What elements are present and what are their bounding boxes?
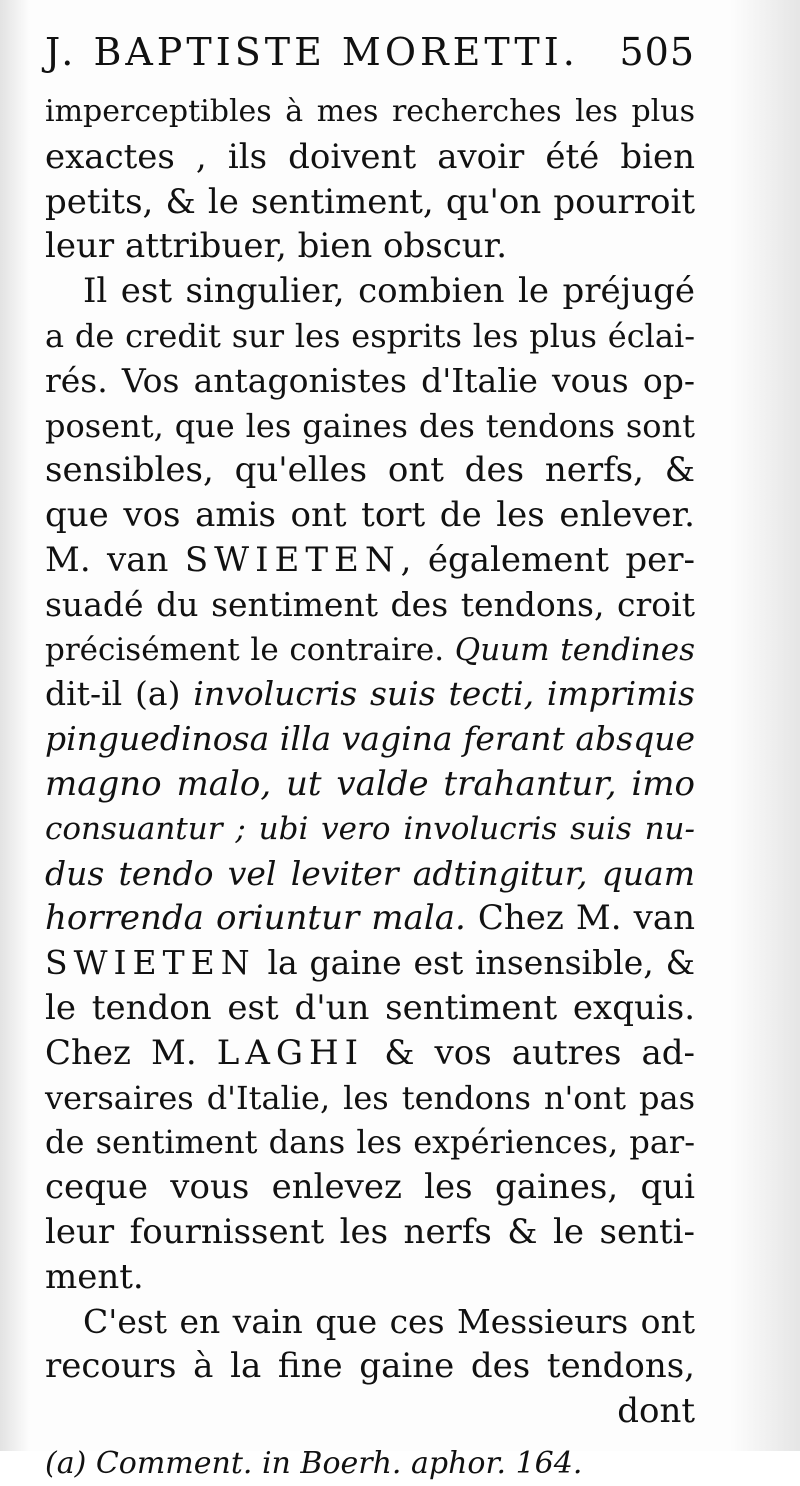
catchword: dont xyxy=(617,1391,695,1432)
body-text xyxy=(45,90,695,1434)
latin-quote: involucris suis tecti, imprimis xyxy=(193,674,695,714)
text-line: de sentiment dans les expériences, par- xyxy=(45,1123,695,1162)
text-line: rés. Vos antagonistes d'Italie vous op- xyxy=(45,360,695,400)
text-line: suadé du sentiment des tendons, croit xyxy=(45,584,695,624)
page-text-block xyxy=(45,30,695,1486)
latin-quote: Quum tendines xyxy=(454,631,695,668)
text-line: leur attribuer, bien obscur. xyxy=(45,226,508,267)
page-number: 505 xyxy=(619,30,695,74)
text-line: dit-il (a) involucris suis tecti, imprimis xyxy=(45,674,695,714)
text-line: pinguedinosa illa vagina ferant absque xyxy=(45,719,695,759)
text-line: sensibles, qu'elles ont des nerfs, & xyxy=(45,450,695,491)
page-gutter-shadow xyxy=(0,0,30,1451)
text-line: que vos amis ont tort de les enlever. xyxy=(45,495,695,536)
footnote: (a) Comment. in Boerh. aphor. 164. xyxy=(45,1445,583,1481)
text-line: exactes , ils doivent avoir été bien xyxy=(45,136,695,177)
text-line: C'est en vain que ces Messieurs ont xyxy=(83,1301,695,1341)
text-line: Il est singulier, combien le préjugé xyxy=(83,271,695,312)
author-name-small-caps: LAGHI xyxy=(216,1032,365,1073)
text-line: le tendon est d'un sentiment exquis. xyxy=(45,987,695,1028)
text-line: posent, que les gaines des tendons sont xyxy=(45,406,695,445)
running-header xyxy=(45,30,695,90)
text-line: SWIETEN la gaine est insensible, & xyxy=(45,943,695,983)
text-line: précisément le contraire. Quum tendines xyxy=(45,631,695,668)
text-line: dus tendo vel leviter adtingitur, quam xyxy=(45,853,695,893)
text-line: horrenda oriuntur mala. Chez M. van xyxy=(45,898,695,939)
text-line: recours à la fine gaine des tendons, xyxy=(45,1346,695,1387)
running-title: J. BAPTISTE MORETTI. xyxy=(45,30,579,74)
text-line: versaires d'Italie, les tendons n'ont pas xyxy=(45,1078,695,1117)
text-line: M. van SWIETEN, également per- xyxy=(45,539,695,580)
text-line: imperceptibles à mes recherches les plus xyxy=(45,94,695,129)
text-line: petits, & le sentiment, qu'on pourroit xyxy=(45,181,695,222)
author-name-small-caps: SWIETEN xyxy=(184,539,401,580)
text-line: magno malo, ut valde trahantur, imo xyxy=(45,763,695,804)
latin-quote: horrenda oriuntur mala. xyxy=(45,898,466,939)
page-edge-shadow xyxy=(730,0,800,1451)
text-line: a de credit sur les esprits les plus éclai- xyxy=(45,316,695,355)
author-name-small-caps: SWIETEN xyxy=(45,943,256,983)
text-line: ment. xyxy=(45,1256,144,1297)
text-line: Chez M. LAGHI & vos autres ad- xyxy=(45,1032,695,1073)
text-line: ceque vous enlevez les gaines, qui xyxy=(45,1167,695,1208)
text-line: consuantur ; ubi vero involucris suis nu- xyxy=(45,810,695,847)
text-line: leur fournissent les nerfs & le senti- xyxy=(45,1211,695,1252)
